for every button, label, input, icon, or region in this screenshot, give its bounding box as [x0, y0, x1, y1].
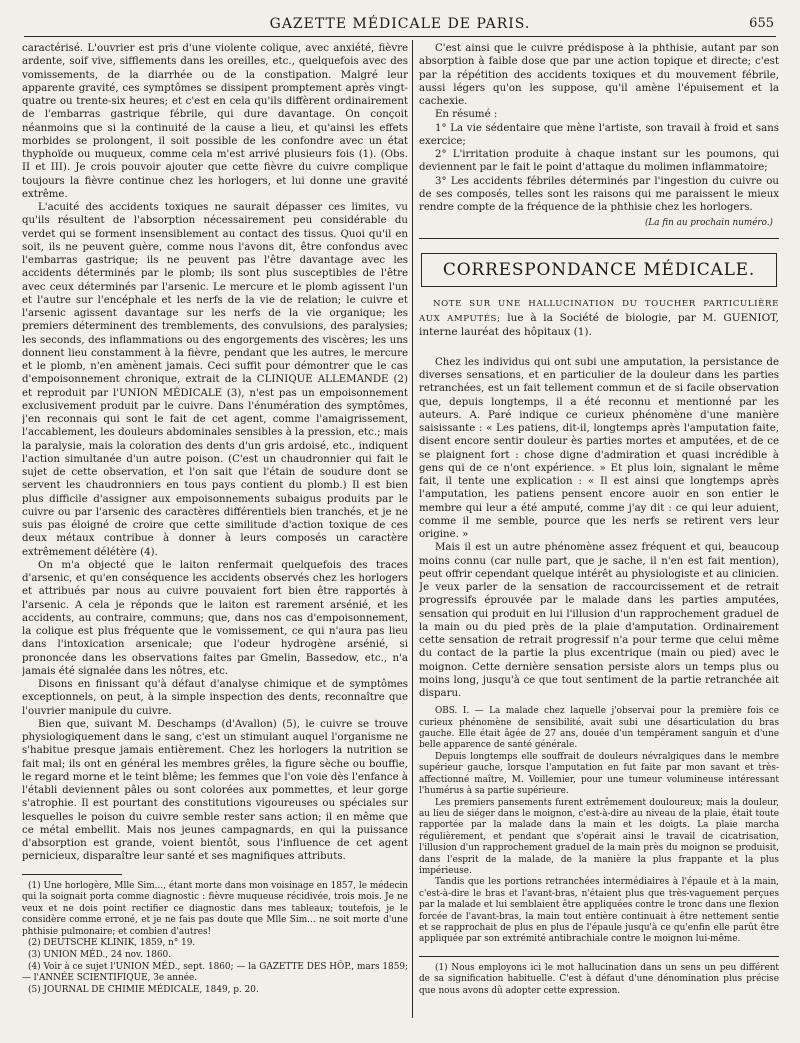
footnote-rule	[22, 874, 122, 875]
right-column	[419, 42, 779, 997]
body-paragraph: Chez les individus qui ont subi une amputation, la persistance de diverses sensations, et en particulier de la douleur dans les parties retranchées, est un fait tellement commun et de si facile observation que, depuis longtemps, il a été reconnu et mentionné par les auteurs. A. Paré indique ce curieux phénomène d'une manière saisissante : « Les patiens, dit-il, longtemps après l'amputation faite, disent encore sentir douleur ès parties mortes et amputées, et de ce se plaignent fort : chose digne d'admiration et quasi incrédible à gens qui de ce n'ont expérience. » Et plus loin, signalant le même fait, il tente une explication : « Il est ainsi que longtemps après l'amputation, les patiens pensent encore auoir en son entier le membre qui leur a été amputé, comme j'ay dit : ce qui leur aduient, comme il me semble, pource que les nerfs se retirent vers leur origine. »	[419, 356, 779, 540]
note-title-caps: NOTE SUR UNE HALLUCINATION DU TOUCHER PARTICULIÈRE AUX AMPUTÉS;	[419, 299, 779, 324]
page-number: 655	[749, 16, 774, 31]
body-paragraph: caractérisé. L'ouvrier est pris d'une violente colique, avec anxiété, fièvre ardente, soif vive, sifflements dans les oreilles, etc., quelquefois avec des vomissements, de la diarrhée ou de la constipation. Malgré leur apparente gravité, ces symptômes se dissipent promptement après vingt-quatre ou trente-six heures; et c'est en cela qu'ils diffèrent ordinairement de l'embarras gastrique fébrile, qui dure davantage. On conçoit néanmoins que si la continuité de la cause a lieu, et qu'ainsi les effets morbides se prolongent, il soit possible de les confondre avec un état thyphoïde ou muqueux, comme cela m'est arrivé plusieurs fois (1). (Obs. II et III). Je crois pouvoir ajouter que cette fièvre du cuivre complique toujours la fièvre continue chez les horlogers, et lui donne une gravité extrême.	[22, 43, 408, 200]
body-paragraph: Mais il est un autre phénomène assez fréquent et qui, beaucoup moins connu (car nulle part, que je sache, il n'en est fait mention), peut offrir cependant quelque intérêt au physiologiste et au clinicien. Je veux parler de la sensation de raccourcissement et de retrait progressifs éprouvée par le malade dans les parties amputées, sensation qui produit en lui l'illusion d'un rapprochement graduel de la main ou du pied près de la plaie d'amputation. Ordinairement cette sensation de retrait progressif n'a pour terme que celui même du contact de la partie la plus excentrique (main ou pied) avec le moignon. Cette dernière sensation persiste alors un temps plus ou moins long, jusqu'à ce que tout sentiment de la partie retranchée ait disparu.	[419, 542, 779, 699]
body-paragraph: On m'a objecté que le laiton renfermait quelquefois des traces d'arsenic, et qu'en conséquence les accidents observés chez les horlogers et attribués par nous au cuivre pouvaient fort bien être rapportés à l'arsenic. A cela je réponds que le laiton est rarement arsénié, et les accidents, au contraire, communs; que, dans nos cas d'empoisonnement, la colique est plus fréquente que le vomissement, ce qui n'aura pas lieu dans l'intoxication arsenicale; que l'odeur hydrogène arsénié, si prononcée dans les observations faites par Gmelin, Bassedow, etc., n'a jamais été signalée dans les nôtres, etc.	[22, 559, 408, 677]
left-column	[22, 42, 408, 996]
body-paragraph: C'est ainsi que le cuivre prédispose à la phthisie, autant par son absorption à faible dose que par une action topique et directe; c'est par la répétition des accidents toxiques et du mouvement fébrile, aussi légers qu'on les suppose, qu'il amène l'épuisement et la cachexie.	[419, 43, 779, 107]
footnote: (4) Voir à ce sujet l'UNION MÉD., sept. 1860; — la GAZETTE DES HÔP., mars 1859; — l'ANNÉE SCIENTIFIQUE, 3e année.	[22, 961, 408, 984]
footnote: (2) DEUTSCHE KLINIK, 1859, n° 19.	[28, 938, 196, 949]
obs-paragraph: Tandis que les portions retranchées intermédiaires à l'épaule et à la main, c'est-à-dire le bras et l'avant-bras, n'étaient plus que très-vaguement perçues par la malade et lui semblaient être appliquées contre le tronc dans une flexion forcée de l'avant-bras, la main tout entière continuait à être nettement sentie et se rapprochait de plus en plus de l'épaule jusqu'à ce qu'enfin elle parût être appliquée par son extrémité antibrachiale contre le moignon lui-même.	[419, 877, 779, 945]
continuation-note: (La fin au prochain numéro.)	[644, 218, 773, 229]
obs-paragraph: Depuis longtemps elle souffrait de douleurs névralgiques dans le membre supérieur gauche, lorsque l'amputation en fut faite par mon savant et très-affectionné maître, M. Voillemier, pour une tumeur volumineuse intéressant l'humérus à sa partie supérieure.	[419, 751, 779, 797]
note-title	[419, 297, 779, 340]
column-divider	[412, 40, 413, 1018]
note-title-rest: lue à la Société de biologie, par M. GUENIOT, interne lauréat des hôpitaux (1).	[419, 311, 779, 339]
body-paragraph: Disons en finissant qu'à défaut d'analyse chimique et de symptômes exceptionnels, on peut, à la simple inspection des dents, reconnaître que l'ouvrier manipule du cuivre.	[22, 679, 408, 717]
body-paragraph: L'acuité des accidents toxiques ne saurait dépasser ces limites, vu qu'ils résultent de l'absorption nécessairement peu considérable du verdet qui se forment insensiblement au contact des tissus. Quoi qu'il en soit, ils ne peuvent guère, comme nous l'avons dit, être confondus avec l'embarras gastrique; ils ne peuvent pas l'être davantage avec les accidents déterminés par le plomb; ils sont plus susceptibles de l'être avec ceux déterminés par l'arsenic. Le mercure et le plomb agissent l'un et l'autre sur l'encéphale et les nerfs de la vie de relation; le cuivre et l'arsenic agissent davantage sur les nerfs de la vie organique; les premiers déterminent des tremblements, des convulsions, des paralysies; les seconds, des inflammations ou des engorgements des viscères; les uns donnent lieu constamment à la fièvre, pendant que les autres, le mercure et le plomb, n'en amènent jamais. Ceci suffit pour démontrer que le cas d'empoisonnement chronique, extrait de la CLINIQUE ALLEMANDE (2) et reproduit par l'UNION MÉDICALE (3), n'est pas un empoisonnement exclusivement produit par le cuivre. Dans l'énumération des symptômes, j'en reconnais qui sont le fait de cet agent, comme l'amaigrissement, l'accablement, les douleurs abdominales sensibles à la pression, etc.; mais la paralysie, mais la coloration des dents d'un gris ardoisé, etc., indiquent l'action simultanée d'un autre poison. (C'est un chaudronnier qui fait le sujet de cette observation, et l'on sait que l'étain de soudure dont se servent les chaudronniers en tous pays contient du plomb.) Il est bien plus difficile d'assigner aux empoisonnements subaigus produits par le cuivre ou par l'arsenic des caractères différentiels bien tranchés, et je ne suis pas éloigné de croire que cette similitude d'action toxique de ces deux métaux contribue à donner à leurs composés un caractère extrêmement délétère (4).	[22, 202, 408, 558]
summary-item: 3° Les accidents fébriles déterminés par l'ingestion du cuivre ou de ses composés, telles sont les raisons qui me paraissent le mieux rendre compte de la fréquence de la phthisie chez les horlogers.	[419, 175, 779, 213]
footnote: (1) Nous employons ici le mot hallucination dans un sens un peu différent de sa signification habituelle. C'est à défaut d'une dénomination plus précise que nous avons dû adopter cette expression.	[419, 962, 779, 996]
footnote: (3) UNION MÉD., 24 nov. 1860.	[28, 950, 172, 961]
summary-heading: En résumé :	[435, 109, 498, 121]
footnote-rule	[419, 956, 779, 957]
observation	[419, 706, 779, 946]
body-paragraph: Bien que, suivant M. Deschamps (d'Avallon) (5), le cuivre se trouve physiologiquement dans le sang, c'est un stimulant auquel l'organisme ne s'habitue presque jamais entièrement. Chez les horlogers la nutrition se fait mal; ils ont en général les membres grêles, la figure sèche ou bouffie, le regard morne et le teint blême; les femmes que l'on voie dès l'enfance à l'établi deviennent pâles ou sont colorées aux pommettes, et leur gorge s'atrophie. Il est pourtant des constitutions vigoureuses ou spéciales sur lesquelles le poison du cuivre semble rester sans action; il en même que ce métal embellit. Mais nos jeunes campagnards, en qui la puissance d'absorption est grande, voient bientôt, sous l'influence de cet agent pernicieux, disparaître leur santé et ses magnifiques attributs.	[22, 718, 408, 863]
footnotes	[22, 881, 408, 997]
summary-item: 2° L'irritation produite à chaque instant sur les poumons, qui deviennent par le fait le point d'attaque du molimen inflammatoire;	[419, 149, 779, 174]
section-title: CORRESPONDANCE MÉDICALE.	[421, 253, 777, 287]
footnote: (5) JOURNAL DE CHIMIE MÉDICALE, 1849, p. 20.	[28, 984, 259, 995]
summary-item: 1° La vie sédentaire que mène l'artiste, son travail à froid et sans exercice;	[419, 122, 779, 147]
obs-paragraph: Les premiers pansements furent extrêmement douloureux; mais la douleur, au lieu de siéger dans le moignon, c'est-à-dire au niveau de la plaie, était toute rapportée par la malade dans la main et les doigts. La plaie marcha régulièrement, et pendant que s'opérait ainsi le travail de cicatrisation, l'illusion d'un rapprochement graduel de la main près du moignon se produisit, dans l'esprit de la malade, de la manière la plus frappante et la plus impérieuse.	[419, 797, 779, 876]
footnote: (1) Une horlogère, Mlle Sim..., étant morte dans mon voisinage en 1857, le médecin qui la soignait porta comme diagnostic : fièvre muqueuse récidivée, trois mois. Je ne veux et ne dois point rectifier ce diagnostic dans mes tableaux; toutefois, je le considère comme erroné, et je ne fais pas doute que Mlle Sim... ne soit morte d'une phthisie pulmonaire; et combien d'autres!	[22, 880, 408, 937]
section-rule	[419, 238, 779, 239]
journal-title: GAZETTE MÉDICALE DE PARIS.	[269, 16, 531, 32]
obs-paragraph: OBS. I. — La malade chez laquelle j'observai pour la première fois ce curieux phénomène de sensibilité, avait subi une désarticulation du bras gauche. Elle était âgée de 27 ans, douée d'un tempérament sanguin et d'une belle apparence de santé générale.	[419, 706, 779, 751]
page-header	[24, 14, 776, 37]
